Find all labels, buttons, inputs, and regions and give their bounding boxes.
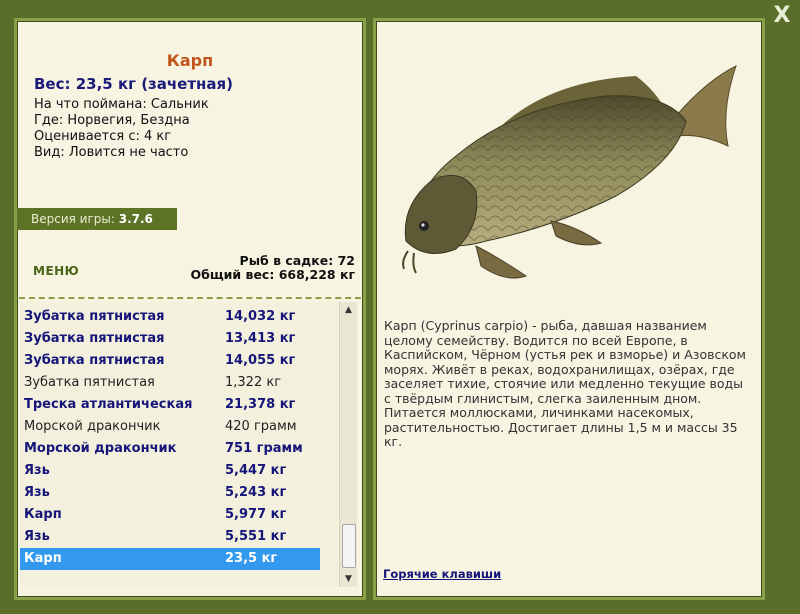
list-item[interactable] — [20, 526, 320, 548]
list-item[interactable] — [20, 306, 320, 328]
list-item-name: Язь — [24, 463, 50, 478]
list-item-name: Морской дракончик — [24, 419, 161, 434]
list-item-weight: 5,977 кг — [225, 507, 287, 522]
close-icon[interactable]: X — [773, 3, 791, 28]
list-item[interactable] — [20, 548, 320, 570]
version-bar — [17, 208, 177, 230]
list-item-name: Треска атлантическая — [24, 397, 193, 412]
list-item-weight: 1,322 кг — [225, 375, 282, 390]
list-item-weight: 751 грамм — [225, 441, 303, 456]
list-item-name: Язь — [24, 485, 50, 500]
fish-rated-from: Оценивается с: 4 кг — [34, 129, 172, 144]
list-item[interactable] — [20, 482, 320, 504]
fish-weight: Вес: 23,5 кг (зачетная) — [34, 75, 234, 93]
fish-info-panel — [14, 18, 366, 600]
carp-fish-image — [376, 21, 762, 301]
list-item-name: Зубатка пятнистая — [24, 375, 155, 390]
list-item[interactable] — [20, 504, 320, 526]
scroll-up-icon[interactable]: ▲ — [345, 305, 352, 315]
list-item-name: Карп — [24, 551, 62, 566]
menu-button[interactable]: МЕНЮ — [33, 264, 80, 278]
list-item-name: Зубатка пятнистая — [24, 309, 165, 324]
list-item-name: Морской дракончик — [24, 441, 177, 456]
scroll-thumb[interactable] — [342, 524, 356, 568]
fish-title: Карп — [166, 51, 214, 70]
list-item[interactable] — [20, 438, 320, 460]
fish-kind: Вид: Ловится не часто — [34, 145, 189, 160]
list-item-weight: 14,055 кг — [225, 353, 296, 368]
list-item[interactable] — [20, 416, 320, 438]
list-item-weight: 5,447 кг — [225, 463, 287, 478]
divider — [19, 297, 361, 299]
fish-detail-panel — [373, 18, 765, 600]
list-item-weight: 5,551 кг — [225, 529, 287, 544]
fish-bait: На что поймана: Сальник — [34, 97, 209, 112]
list-item-weight: 21,378 кг — [225, 397, 296, 412]
list-item[interactable] — [20, 394, 320, 416]
list-item-weight: 5,243 кг — [225, 485, 287, 500]
list-item-name: Зубатка пятнистая — [24, 353, 165, 368]
list-item-name: Карп — [24, 507, 62, 522]
list-item-weight: 420 грамм — [225, 419, 297, 434]
version-label: Версия игры: — [31, 212, 115, 226]
fish-description: Карп (Cyprinus carpio) - рыба, давшая названием целому семейству. Водится по всей Европе, в Каспийском, Чёрном (устья рек и взморье) и Азовском морях. Живёт в реках, водохранилищах, озёрах, где заселяет тихие, стоячие или медленно текущие воды с твёрдым глинистым, слегка заиленным дном. Питается моллюсками, личинками насекомых, растительностью. Достигает длины 1,5 м и массы 35 кг. — [384, 318, 746, 449]
total-weight: Общий вес: 668,228 кг — [190, 267, 355, 282]
keepnet-stats — [191, 254, 356, 282]
list-item-name: Язь — [24, 529, 50, 544]
catch-list[interactable] — [20, 302, 338, 587]
fish-count: Рыб в садке: 72 — [239, 253, 355, 268]
list-item-name: Зубатка пятнистая — [24, 331, 165, 346]
list-item[interactable] — [20, 460, 320, 482]
list-scrollbar[interactable] — [339, 302, 357, 587]
list-item[interactable] — [20, 328, 320, 350]
scroll-down-icon[interactable]: ▼ — [345, 574, 352, 584]
list-item-weight: 23,5 кг — [225, 551, 278, 566]
fish-location: Где: Норвегия, Бездна — [34, 113, 190, 128]
list-item[interactable] — [20, 372, 320, 394]
hotkeys-link[interactable]: Горячие клавиши — [383, 567, 502, 581]
version-value: 3.7.6 — [118, 212, 153, 226]
list-item-weight: 13,413 кг — [225, 331, 296, 346]
list-item[interactable] — [20, 350, 320, 372]
list-item-weight: 14,032 кг — [225, 309, 296, 324]
